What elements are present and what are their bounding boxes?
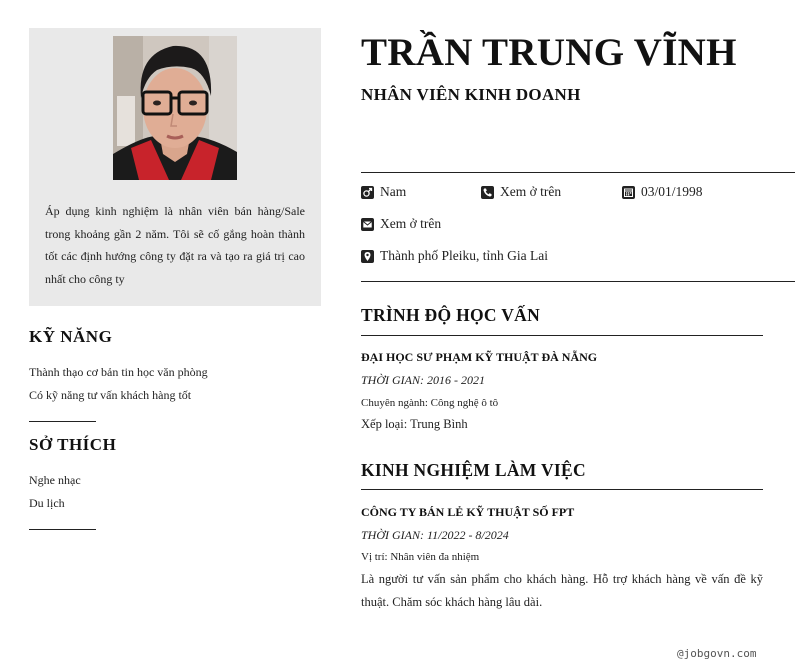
- phone-icon: [481, 186, 494, 199]
- phone-info: [481, 184, 561, 200]
- watermark: @jobgovn.com: [677, 647, 757, 660]
- hobby-item: Du lịch: [29, 496, 65, 510]
- skill-item: Thành thạo cơ bản tin học văn phòng: [29, 365, 208, 379]
- experience-rule: [361, 489, 763, 490]
- profile-photo: [113, 36, 237, 180]
- gender-info: [361, 184, 406, 200]
- experience-heading: KINH NGHIỆM LÀM VIỆC: [361, 460, 586, 480]
- address-info: [361, 248, 548, 264]
- company-name: CÔNG TY BÁN LẺ KỸ THUẬT SỐ FPT: [361, 505, 575, 519]
- gender-icon: [361, 186, 374, 199]
- experience-position: Vị trí: Nhân viên đa nhiệm: [361, 551, 480, 563]
- education-heading: TRÌNH ĐỘ HỌC VẤN: [361, 305, 541, 325]
- calendar-icon: [622, 186, 635, 199]
- profile-panel: [29, 28, 321, 306]
- hobby-item: Nghe nhạc: [29, 473, 81, 487]
- email-info: [361, 216, 441, 232]
- experience-period: THỜI GIAN: 11/2022 - 8/2024: [361, 528, 509, 542]
- birthday-info: [622, 184, 703, 200]
- gender-value: Nam: [380, 184, 407, 199]
- skill-item: Có kỹ năng tư vấn khách hàng tốt: [29, 388, 192, 402]
- job-title: NHÂN VIÊN KINH DOANH: [361, 85, 581, 104]
- skills-heading: KỸ NĂNG: [29, 327, 113, 346]
- avatar: [113, 36, 237, 180]
- education-major: Chuyên ngành: Công nghệ ô tô: [361, 397, 499, 409]
- hobbies-heading: SỞ THÍCH: [29, 435, 117, 454]
- hobbies-divider: [29, 529, 96, 530]
- contact-top-rule: [361, 172, 795, 173]
- contact-bottom-rule: [361, 281, 795, 282]
- email-icon: [361, 218, 374, 231]
- location-icon: [361, 250, 374, 263]
- education-rule: [361, 335, 763, 336]
- email-value: Xem ở trên: [380, 216, 442, 231]
- birthday-value: 03/01/1998: [641, 184, 703, 199]
- education-period: THỜI GIAN: 2016 - 2021: [361, 373, 485, 387]
- candidate-name: TRẦN TRUNG VĨNH: [361, 31, 737, 74]
- experience-description: Là người tư vấn sản phẩm cho khách hàng. Hỗ trợ khách hàng về vấn đề kỹ thuật. Chăm sóc khách hàng lâu dài.: [361, 572, 763, 609]
- address-value: Thành phố Pleiku, tỉnh Gia Lai: [380, 248, 548, 263]
- school-name: ĐẠI HỌC SƯ PHẠM KỸ THUẬT ĐÀ NẴNG: [361, 350, 598, 364]
- education-rank: Xếp loại: Trung Bình: [361, 417, 468, 431]
- skills-divider: [29, 421, 96, 422]
- profile-summary: Áp dụng kinh nghiệm là nhân viên bán hàng/Sale trong khoảng gần 2 năm. Tôi sẽ cố gắng hoàn thành tốt các định hướng công ty đặt ra và tạo ra giá trị cao nhất cho công ty: [45, 204, 305, 286]
- phone-value: Xem ở trên: [500, 184, 562, 199]
